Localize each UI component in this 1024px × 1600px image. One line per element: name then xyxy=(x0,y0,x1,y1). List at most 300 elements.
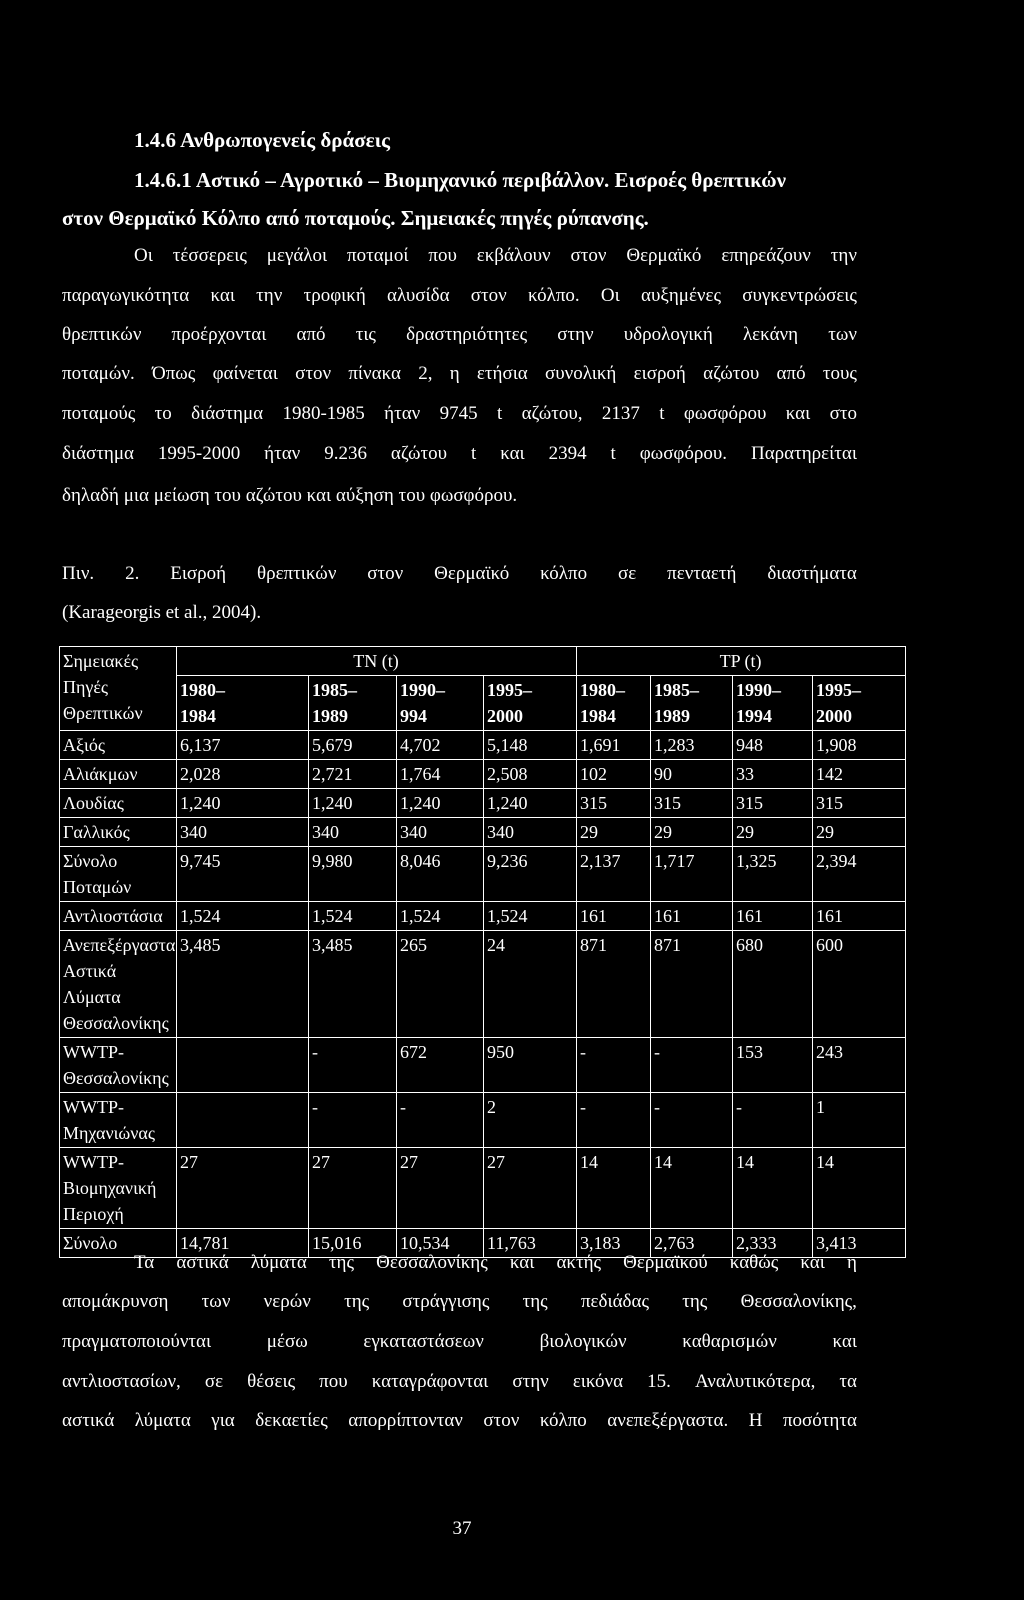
word: αστικά xyxy=(176,1252,229,1273)
cell-text: Αστικά xyxy=(63,961,117,981)
word: φωσφόρου xyxy=(683,403,767,424)
word: ποταμούς xyxy=(62,403,136,424)
word: της xyxy=(328,1252,355,1273)
value-cell: - xyxy=(309,1093,397,1148)
word: τροφική xyxy=(303,285,366,306)
value-cell: 1,717 xyxy=(651,847,733,902)
value-cell: 871 xyxy=(651,931,733,1038)
cell-text: Θεσσαλονίκης xyxy=(63,1013,169,1033)
period-header-cell xyxy=(733,676,813,731)
row-label-cell xyxy=(60,847,177,902)
value-cell: 315 xyxy=(577,789,651,818)
value-cell: 27 xyxy=(177,1148,309,1229)
table-row xyxy=(60,847,906,902)
word: ακτής xyxy=(556,1252,602,1273)
value-cell: 14 xyxy=(577,1148,651,1229)
word: ποταμών. xyxy=(62,363,135,384)
value-cell: 3,413 xyxy=(813,1229,906,1258)
word: της xyxy=(682,1291,708,1312)
value-cell: 3,183 xyxy=(577,1229,651,1258)
table-row xyxy=(60,1148,906,1229)
word: Εισροή xyxy=(170,563,227,584)
word: καταγράφονται xyxy=(371,1371,489,1392)
word: πίνακα xyxy=(348,363,401,384)
value-cell: 3,485 xyxy=(177,931,309,1038)
cell-text: Πηγές xyxy=(63,677,109,697)
value-cell: 33 xyxy=(733,760,813,789)
value-cell: 340 xyxy=(177,818,309,847)
value-cell: 2,508 xyxy=(484,760,577,789)
value-cell: 600 xyxy=(813,931,906,1038)
cell-text: Σημειακές xyxy=(63,651,139,671)
cell-text: WWTP- xyxy=(63,1152,124,1172)
word: νερών xyxy=(263,1291,311,1312)
word: σε xyxy=(618,563,637,584)
value-cell: 29 xyxy=(651,818,733,847)
word: των xyxy=(828,324,857,345)
table-caption-citation: (Karageorgis et al., 2004). xyxy=(62,602,262,623)
word: συγκεντρώσεις xyxy=(742,285,857,306)
section-heading: 1.4.6 Ανθρωπογενείς δράσεις xyxy=(134,128,391,152)
word: της xyxy=(344,1291,370,1312)
word: της xyxy=(522,1291,548,1312)
value-cell: 315 xyxy=(733,789,813,818)
value-cell: 1,240 xyxy=(177,789,309,818)
word: κόλπο. xyxy=(527,285,580,306)
value-cell: - xyxy=(651,1093,733,1148)
subsection-heading-line2: στον Θερμαϊκό Κόλπο από ποταμούς. Σημειακές πηγές ρύπανσης. xyxy=(62,206,649,230)
word: 9745 xyxy=(439,403,478,424)
word: Οι xyxy=(134,245,153,266)
value-cell: 14 xyxy=(733,1148,813,1229)
cell-text: 1984 xyxy=(180,706,216,726)
word: εικόνα xyxy=(572,1371,624,1392)
word: κόλπο xyxy=(540,563,588,584)
value-cell: 161 xyxy=(733,902,813,931)
value-cell xyxy=(177,1093,309,1148)
word: θέσεις xyxy=(247,1371,296,1392)
value-cell: 10,534 xyxy=(397,1229,484,1258)
cell-text: 1989 xyxy=(312,706,348,726)
row-label-cell xyxy=(60,1093,177,1148)
value-cell: 1,524 xyxy=(309,902,397,931)
word: καθώς xyxy=(729,1252,779,1273)
value-cell: 1,240 xyxy=(484,789,577,818)
word: πραγματοποιούνται xyxy=(62,1331,212,1352)
word: τις xyxy=(355,324,376,345)
word: βιολογικών xyxy=(539,1331,627,1352)
word: Θερμαϊκό xyxy=(626,245,702,266)
value-cell: 948 xyxy=(733,731,813,760)
paragraph-2-line xyxy=(62,1410,857,1432)
word: υδρολογική xyxy=(623,324,713,345)
cell-text: 1980– xyxy=(580,680,626,700)
word: στον xyxy=(483,1410,520,1431)
value-cell: 1,908 xyxy=(813,731,906,760)
word: και xyxy=(832,1331,857,1352)
cell-text: 1995– xyxy=(816,680,862,700)
value-cell: 1,524 xyxy=(397,902,484,931)
period-header-cell xyxy=(397,676,484,731)
word: Παρατηρείται xyxy=(750,443,857,464)
table-row xyxy=(60,789,906,818)
word: αντλιοστασίων, xyxy=(62,1371,181,1392)
value-cell: 2,137 xyxy=(577,847,651,902)
word: σε xyxy=(204,1371,224,1392)
word: ήταν xyxy=(264,443,301,464)
value-cell: 243 xyxy=(813,1038,906,1093)
word: και xyxy=(785,403,811,424)
value-cell: 142 xyxy=(813,760,906,789)
cell-text: Ποταμών xyxy=(63,877,132,897)
subsection-heading-line1: 1.4.6.1 Αστικό – Αγροτικό – Βιομηχανικό περιβάλλον. Εισροές θρεπτικών xyxy=(134,168,786,192)
word: στράγγισης xyxy=(402,1291,490,1312)
word: επηρεάζουν xyxy=(721,245,811,266)
value-cell: 24 xyxy=(484,931,577,1038)
cell-text: Αλιάκμων xyxy=(63,764,138,784)
word: t xyxy=(610,443,616,464)
cell-text: WWTP- xyxy=(63,1097,124,1117)
word: Θεσσαλονίκης xyxy=(376,1252,488,1273)
value-cell: 1,524 xyxy=(484,902,577,931)
word: στην xyxy=(512,1371,549,1392)
value-cell: 27 xyxy=(309,1148,397,1229)
word: μεγάλοι xyxy=(266,245,328,266)
tn-header-cell: TN (t) xyxy=(177,647,577,676)
paragraph-2-line xyxy=(62,1331,857,1353)
word: λύματα xyxy=(134,1410,191,1431)
table-row xyxy=(60,818,906,847)
word: λύματα xyxy=(250,1252,307,1273)
word: στον xyxy=(367,563,404,584)
word: το xyxy=(154,403,172,424)
word: καθαρισμών xyxy=(682,1331,777,1352)
value-cell: 29 xyxy=(813,818,906,847)
row-label-cell xyxy=(60,789,177,818)
cell-text: 1990– xyxy=(400,680,445,700)
value-cell: 5,679 xyxy=(309,731,397,760)
word: διαστήματα xyxy=(767,563,857,584)
value-cell: - xyxy=(577,1038,651,1093)
value-cell: 1,240 xyxy=(397,789,484,818)
word: διάστημα xyxy=(62,443,134,464)
cell-text: Βιομηχανική xyxy=(63,1178,157,1198)
word: κόλπο xyxy=(539,1410,587,1431)
word: Πιν. xyxy=(62,563,95,584)
row-label-cell xyxy=(60,731,177,760)
word: αζώτου xyxy=(703,363,760,384)
word: δεκαετίες xyxy=(255,1410,328,1431)
period-header-cell xyxy=(177,676,309,731)
word: αζώτου, xyxy=(521,403,583,424)
word: t xyxy=(470,443,477,464)
word: εγκαταστάσεων xyxy=(363,1331,484,1352)
table-row xyxy=(60,1093,906,1148)
table-row xyxy=(60,1038,906,1093)
word: 9.236 xyxy=(324,443,367,464)
table-row xyxy=(60,760,906,789)
word: παραγωγικότητα xyxy=(62,285,190,306)
value-cell: 2,333 xyxy=(733,1229,813,1258)
word: 2, xyxy=(418,363,433,384)
value-cell: 161 xyxy=(577,902,651,931)
value-cell: 15,016 xyxy=(309,1229,397,1258)
value-cell: 1,283 xyxy=(651,731,733,760)
paragraph-1-line xyxy=(134,245,857,267)
word: ποταμοί xyxy=(347,245,409,266)
value-cell: 340 xyxy=(309,818,397,847)
value-cell: 14 xyxy=(813,1148,906,1229)
cell-text: 1994 xyxy=(736,706,773,726)
word: Αναλυτικότερα, xyxy=(694,1371,816,1392)
word: και xyxy=(500,443,525,464)
word: ανεπεξέργαστα. xyxy=(607,1410,729,1431)
word: t xyxy=(496,403,503,424)
word: 1995-2000 xyxy=(157,443,241,464)
value-cell: 950 xyxy=(484,1038,577,1093)
cell-text: Λουδίας xyxy=(63,793,124,813)
word: 15. xyxy=(647,1371,671,1392)
value-cell: - xyxy=(577,1093,651,1148)
word: η xyxy=(846,1252,857,1273)
word: 2394 xyxy=(548,443,587,464)
cell-text: 1984 xyxy=(580,706,617,726)
cell-text: 994 xyxy=(400,706,427,726)
value-cell: 102 xyxy=(577,760,651,789)
table-header-row xyxy=(60,676,906,731)
word: Η xyxy=(748,1410,763,1431)
word: και xyxy=(509,1252,535,1273)
word: εισροή xyxy=(633,363,686,384)
value-cell: 27 xyxy=(484,1148,577,1229)
word: Τα xyxy=(134,1252,155,1273)
paragraph-1-line xyxy=(62,443,857,465)
value-cell: 161 xyxy=(651,902,733,931)
word: θρεπτικών xyxy=(62,324,142,345)
value-cell: 3,485 xyxy=(309,931,397,1038)
word: αστικά xyxy=(62,1410,115,1431)
word: Θεσσαλονίκης, xyxy=(740,1291,857,1312)
word: στον xyxy=(570,245,607,266)
cell-text: Περιοχή xyxy=(63,1204,124,1224)
word: αζώτου xyxy=(390,443,448,464)
word: τα xyxy=(839,1371,857,1392)
paragraph-2-line xyxy=(62,1291,857,1313)
period-header-cell xyxy=(484,676,577,731)
value-cell: 153 xyxy=(733,1038,813,1093)
paragraph-2-line xyxy=(134,1252,857,1274)
word: τέσσερεις xyxy=(172,245,247,266)
value-cell: 4,702 xyxy=(397,731,484,760)
value-cell: - xyxy=(397,1093,484,1148)
word: και xyxy=(800,1252,825,1273)
word: που xyxy=(428,245,457,266)
paragraph-1-line xyxy=(62,324,857,346)
table-caption xyxy=(62,563,857,585)
word: λεκάνη xyxy=(742,324,799,345)
value-cell: 1 xyxy=(813,1093,906,1148)
value-cell: 340 xyxy=(484,818,577,847)
value-cell: 1,240 xyxy=(309,789,397,818)
cell-text: 1995– xyxy=(487,680,532,700)
value-cell: 11,763 xyxy=(484,1229,577,1258)
page-number: 37 xyxy=(452,1518,472,1539)
word: αλυσίδα xyxy=(387,285,450,306)
period-header-cell xyxy=(577,676,651,731)
row-label-cell xyxy=(60,760,177,789)
paragraph-1-line xyxy=(62,363,857,385)
cell-text: 2000 xyxy=(816,706,853,726)
value-cell: 5,148 xyxy=(484,731,577,760)
cell-text: Σύνολο xyxy=(63,851,118,871)
cell-text: WWTP- xyxy=(63,1042,124,1062)
value-cell: 161 xyxy=(813,902,906,931)
cell-text: 1989 xyxy=(654,706,691,726)
value-cell xyxy=(177,1038,309,1093)
word: συνολική xyxy=(545,363,617,384)
nutrient-inflow-table xyxy=(59,646,906,1258)
table-row xyxy=(60,731,906,760)
value-cell: 315 xyxy=(651,789,733,818)
word: ήταν xyxy=(384,403,421,424)
tp-header-cell: TP (t) xyxy=(577,647,906,676)
word: 2. xyxy=(125,563,140,584)
value-cell: 680 xyxy=(733,931,813,1038)
value-cell: 14 xyxy=(651,1148,733,1229)
value-cell: 2,028 xyxy=(177,760,309,789)
value-cell: 1,691 xyxy=(577,731,651,760)
word: δραστηριότητες xyxy=(406,324,528,345)
value-cell: 672 xyxy=(397,1038,484,1093)
word: 1980-1985 xyxy=(282,403,365,424)
value-cell: 90 xyxy=(651,760,733,789)
word: Θερμαϊκού xyxy=(623,1252,708,1273)
value-cell: 871 xyxy=(577,931,651,1038)
word: απορρίπτονταν xyxy=(348,1410,463,1431)
word: αυξημένες xyxy=(641,285,722,306)
word: Όπως xyxy=(151,363,196,384)
value-cell: 315 xyxy=(813,789,906,818)
word: θρεπτικών xyxy=(257,563,337,584)
value-cell: 9,745 xyxy=(177,847,309,902)
value-cell: 1,764 xyxy=(397,760,484,789)
value-cell: 2,394 xyxy=(813,847,906,902)
paragraph-2-line xyxy=(62,1371,857,1393)
cell-text: Αντλιοστάσια xyxy=(63,906,163,926)
value-cell: 2,763 xyxy=(651,1229,733,1258)
word: Θερμαϊκό xyxy=(434,563,510,584)
word: εκβάλουν xyxy=(476,245,551,266)
value-cell: - xyxy=(651,1038,733,1093)
period-header-cell xyxy=(813,676,906,731)
value-cell: 265 xyxy=(397,931,484,1038)
row-label-cell xyxy=(60,1148,177,1229)
cell-text: Ανεπεξέργαστα xyxy=(63,935,176,955)
word: για xyxy=(211,1410,235,1431)
value-cell: 14,781 xyxy=(177,1229,309,1258)
value-cell: 9,236 xyxy=(484,847,577,902)
value-cell: 6,137 xyxy=(177,731,309,760)
word: στο xyxy=(829,403,857,424)
cell-text: Μηχανιώνας xyxy=(63,1123,155,1143)
word: πενταετή xyxy=(667,563,737,584)
cell-text: 1980– xyxy=(180,680,225,700)
word: τους xyxy=(822,363,857,384)
cell-text: 1985– xyxy=(312,680,357,700)
word: φαίνεται xyxy=(212,363,278,384)
cell-text: 2000 xyxy=(487,706,523,726)
word: στον xyxy=(295,363,332,384)
word: ετήσια xyxy=(476,363,528,384)
value-cell: 1,325 xyxy=(733,847,813,902)
word: και xyxy=(210,285,235,306)
word: στην xyxy=(557,324,594,345)
value-cell: 2,721 xyxy=(309,760,397,789)
row-label-cell xyxy=(60,931,177,1038)
corner-header-cell xyxy=(60,647,177,731)
cell-text: 1990– xyxy=(736,680,782,700)
period-header-cell xyxy=(309,676,397,731)
cell-text: Λύματα xyxy=(63,987,121,1007)
word: που xyxy=(319,1371,348,1392)
cell-text: 1985– xyxy=(654,680,700,700)
value-cell: 27 xyxy=(397,1148,484,1229)
word: Οι xyxy=(600,285,620,306)
row-label-cell xyxy=(60,1038,177,1093)
value-cell: - xyxy=(733,1093,813,1148)
value-cell: 2 xyxy=(484,1093,577,1148)
word: την xyxy=(256,285,283,306)
paragraph-1-last-line: δηλαδή μια μείωση του αζώτου και αύξηση του φωσφόρου. xyxy=(62,485,518,506)
table-header-row xyxy=(60,647,906,676)
period-header-cell xyxy=(651,676,733,731)
value-cell: 29 xyxy=(577,818,651,847)
word: μέσω xyxy=(266,1331,308,1352)
word: στον xyxy=(470,285,507,306)
cell-text: Σύνολο xyxy=(63,1233,118,1253)
table-row xyxy=(60,902,906,931)
word: από xyxy=(776,363,806,384)
word: την xyxy=(830,245,857,266)
cell-text: Θρεπτικών xyxy=(63,703,143,723)
cell-text: Θεσσαλονίκης xyxy=(63,1068,169,1088)
paragraph-1-line xyxy=(62,403,857,425)
word: των xyxy=(201,1291,231,1312)
value-cell: 340 xyxy=(397,818,484,847)
paragraph-1-line xyxy=(62,285,857,307)
word: 2137 xyxy=(601,403,640,424)
word: ποσότητα xyxy=(782,1410,857,1431)
table-row xyxy=(60,931,906,1038)
word: η xyxy=(449,363,460,384)
value-cell: 8,046 xyxy=(397,847,484,902)
word: t xyxy=(659,403,665,424)
row-label-cell xyxy=(60,902,177,931)
word: προέρχονται xyxy=(171,324,267,345)
cell-text: Αξιός xyxy=(63,735,105,755)
row-label-cell xyxy=(60,818,177,847)
value-cell: 9,980 xyxy=(309,847,397,902)
word: διάστημα xyxy=(191,403,264,424)
value-cell: - xyxy=(309,1038,397,1093)
word: απομάκρυνση xyxy=(62,1291,169,1312)
cell-text: Γαλλικός xyxy=(63,822,130,842)
value-cell: 29 xyxy=(733,818,813,847)
word: πεδιάδας xyxy=(580,1291,649,1312)
word: φωσφόρου. xyxy=(639,443,728,464)
word: από xyxy=(296,324,326,345)
value-cell: 1,524 xyxy=(177,902,309,931)
